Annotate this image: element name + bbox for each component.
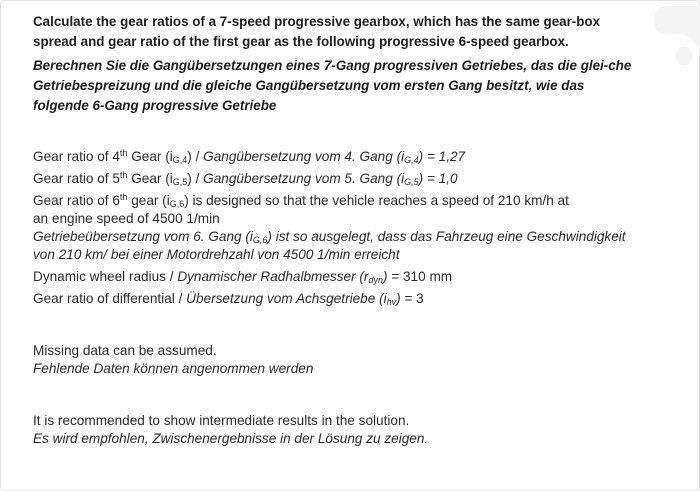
recommendation-note bbox=[33, 412, 633, 448]
problem-statement bbox=[33, 12, 633, 448]
given-gear6-english: Gear ratio of 6th gear $(i_{G,6})$ is designed so that the vehicle reaches a speed of 210 km/h at an engine speed of 4500 1/min bbox=[33, 192, 569, 226]
given-gear5-ratio: Gear ratio of 5th Gear $(i_{G,5})$ / Gangübersetzung vom 5. Gang $(i_{G,5}) = 1,0$ bbox=[33, 170, 458, 187]
recommendation-german: Es wird empfohlen, Zwischenergebnisse in der Lösung zu zeigen. bbox=[33, 431, 429, 446]
assumption-note bbox=[33, 342, 633, 378]
decorative-shape-icon bbox=[644, 6, 700, 66]
given-data bbox=[33, 148, 633, 308]
given-differential-ratio: Gear ratio of differential / Übersetzung vom Achsgetriebe $(i_{hv}) = 3$ bbox=[33, 291, 424, 307]
missing-data-english: Missing data can be assumed. bbox=[33, 343, 217, 358]
given-wheel-radius: Dynamic wheel radius / Dynamischer Radhalbmesser $(r_{dyn}) = 310$ mm bbox=[33, 269, 453, 285]
given-gear4-ratio: Gear ratio of 4th Gear $(i_{G,4})$ / Gangübersetzung vom 4. Gang $(i_{G,4}) = 1,27$ bbox=[33, 148, 466, 165]
question-german: Berechnen Sie die Gangübersetzungen eines 7-Gang progressiven Getriebes, das die glei-che Getriebespreizung und die gleiche Gangübersetzung vom ersten Gang besitzt, wie das folgende 6-Gang progressive Getriebe bbox=[33, 58, 632, 113]
question-english: Calculate the gear ratios of a 7-speed progressive gearbox, which has the same gear-box spread and gear ratio of the first gear as the following progressive 6-speed gearbox. bbox=[33, 14, 601, 49]
given-gear6-german: Getriebeübersetzung vom 6. Gang $(i_{G,6})$ ist so ausgelegt, dass das Fahrzeug eine Geschwindigkeit von 210 km/ bei einer Motordrehzahl von 4500 1/min erreicht bbox=[33, 229, 626, 262]
missing-data-german: Fehlende Daten können angenommen werden bbox=[33, 361, 314, 376]
recommendation-english: It is recommended to show intermediate results in the solution. bbox=[33, 413, 410, 428]
